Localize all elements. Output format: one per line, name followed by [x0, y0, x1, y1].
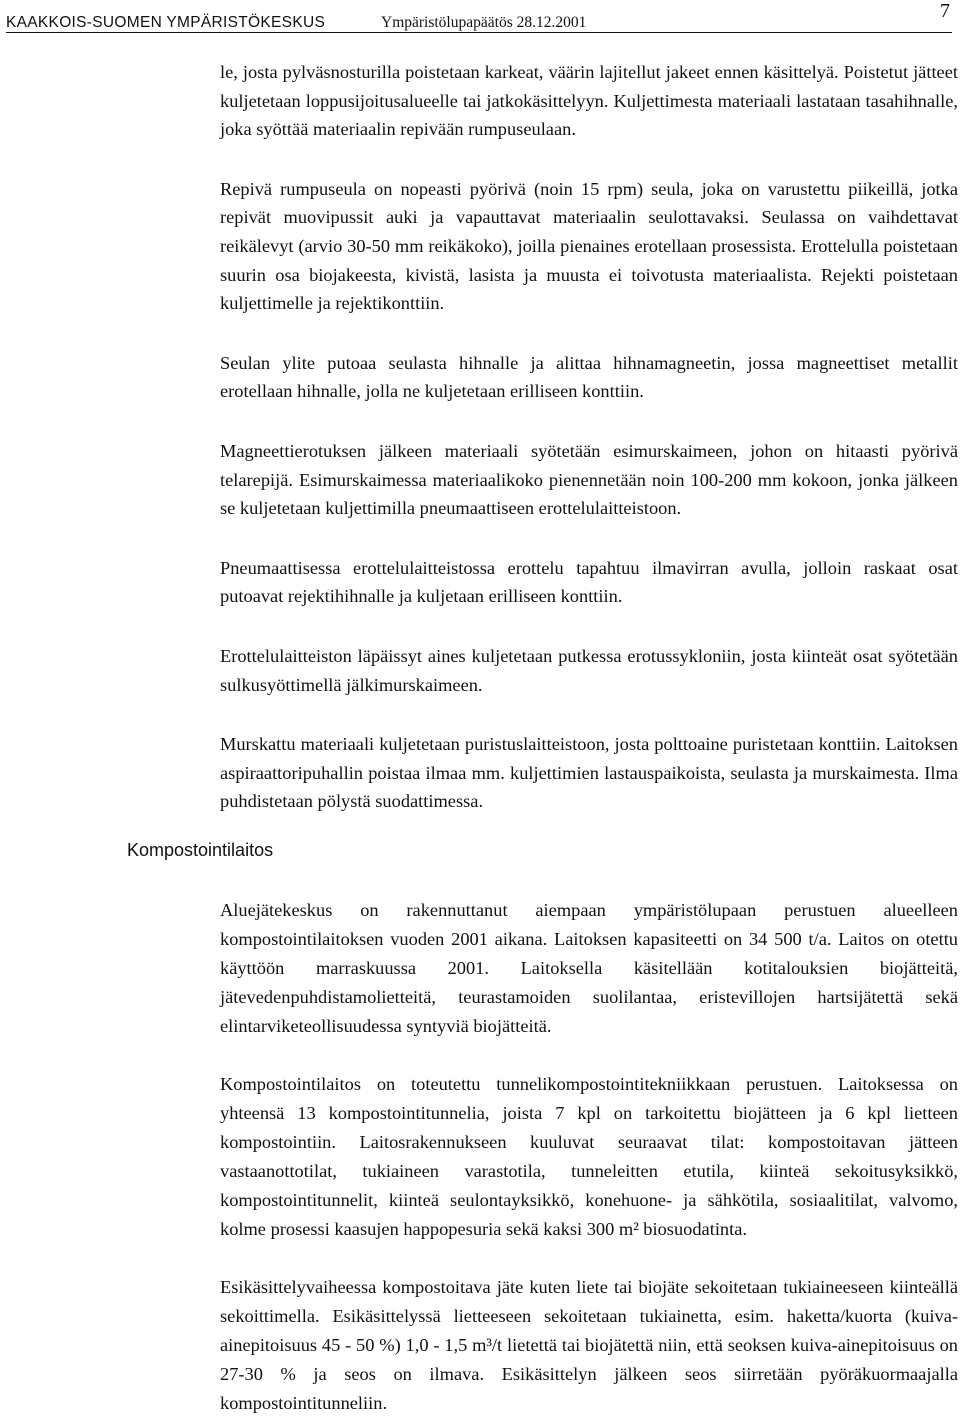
section-body	[220, 896, 958, 1418]
page-number: 7	[940, 0, 950, 22]
paragraph: Magneettierotuksen jälkeen materiaali syötetään esimurskaimeen, johon on hitaasti pyörivä telarepijä. Esimurskaimessa materiaalikoko pienennetään noin 100-200 mm kokoon, jonka jälkeen se kuljetetaan kuljettimilla pneumaattiseen erottelulaitteistoon.	[220, 440, 958, 519]
paragraph: Murskattu materiaali kuljetetaan puristuslaitteistoon, josta polttoaine puristetaan konttiin. Laitoksen aspiraattoripuhallin poistaa ilmaa mm. kuljettimien lastauspaikoista, seulasta ja murskaimesta. Ilma puhdistetaan pölystä suodattimessa.	[220, 734, 958, 812]
paragraph: Seulan ylite putoaa seulasta hihnalle ja alittaa hihnamagneetin, jossa magneettiset metallit erotellaan hihnalle, jolla ne kuljetetaan erilliseen konttiin.	[220, 352, 958, 402]
paragraph: Kompostointilaitos on toteutettu tunnelikompostointitekniikkaan perustuen. Laitoksessa on yhteensä 13 kompostointitunnelia, joista 7 kpl on tarkoitettu biojätteen ja 6 kpl lietteen kompostointiin. Laitosrakennukseen kuuluvat seuraavat tilat: kompostoitavan jätteen vastaanottotilat, tukiaineen varastotila, tunneleitten etutila, kiinteä sekoitusyksikkö, kompostointitunnelit, kiinteä seulontayksikkö, konehuone- ja sähkötila, sosiaalitilat, valvomo, kolme prosessi kaasujen happopesuria sekä kaksi 300 m² biosuodatinta.	[220, 1074, 958, 1239]
document-reference: Ympäristölupapäätös 28.12.2001	[381, 14, 587, 31]
paragraph: Pneumaattisessa erottelulaitteistossa erottelu tapahtuu ilmavirran avulla, jolloin raskaat osat putoavat rejektihihnalle ja kuljetaan erilliseen konttiin.	[220, 557, 958, 607]
paragraph: Aluejätekeskus on rakennuttanut aiempaan ympäristölupaan perustuen alueelleen kompostointilaitoksen vuoden 2001 aikana. Laitoksen kapasiteetti on 34 500 t/a. Laitos on otettu käyttöön marraskuussa 2001. Laitoksella käsitellään kotitalouksien biojätteitä, jätevedenpuhdistamolietteitä, teurastamoiden suolilantaa, eristevillojen hartsijätettä sekä elintarviketeollisuudessa syntyviä biojätteitä.	[220, 900, 958, 1036]
paragraph: Erottelulaitteiston läpäissyt aines kuljetetaan putkessa erotussykloniin, josta kiinteät osat syötetään sulkusyöttimellä jälkimurskaimeen.	[220, 645, 958, 695]
section-heading: Kompostointilaitos	[127, 840, 274, 860]
paragraph: Esikäsittelyvaiheessa kompostoitava jäte kuten liete tai biojäte sekoitetaan tukiaineeseen kiinteällä sekoittimella. Esikäsittelyssä lietteeseen sekoitetaan tukiainetta, esim. haketta/kuorta (kuiva-ainepitoisuus 45 - 50 %) 1,0 - 1,5 m³/t lietettä tai biojätettä niin, että seoksen kuiva-ainepitoisuus on 27-30 % ja seos on ilmava. Esikäsittelyn jälkeen seos siirretään pyöräkuormaajalla kompostointitunneliin.	[220, 1277, 958, 1413]
paragraph: Repivä rumpuseula on nopeasti pyörivä (noin 15 rpm) seula, joka on varustettu piikeillä, jotka repivät muovipussit auki ja vapauttavat materiaalin seulottavaksi. Seulassa on vaihdettavat reikälevyt (arvio 30-50 mm reikäkoko), joilla pienaines erotellaan prosessista. Erottelulla poistetaan suurin osa biojakeesta, kivistä, lasista ja muusta ei toivotusta materiaalista. Rejekti poistetaan kuljettimelle ja rejektikonttiin.	[220, 178, 958, 314]
organization-name: KAAKKOIS-SUOMEN YMPÄRISTÖKESKUS	[6, 14, 326, 31]
page-header	[6, 0, 952, 33]
body-text-top	[220, 58, 958, 816]
paragraph: le, josta pylväsnosturilla poistetaan karkeat, väärin lajitellut jakeet ennen käsittelyä. Poistetut jätteet kuljetetaan loppusijoitusalueelle tai jatkokäsittelyyn. Kuljettimesta materiaali lastataan tasahihnalle, joka syöttää materiaalin repivään rumpuseulaan.	[220, 62, 958, 140]
